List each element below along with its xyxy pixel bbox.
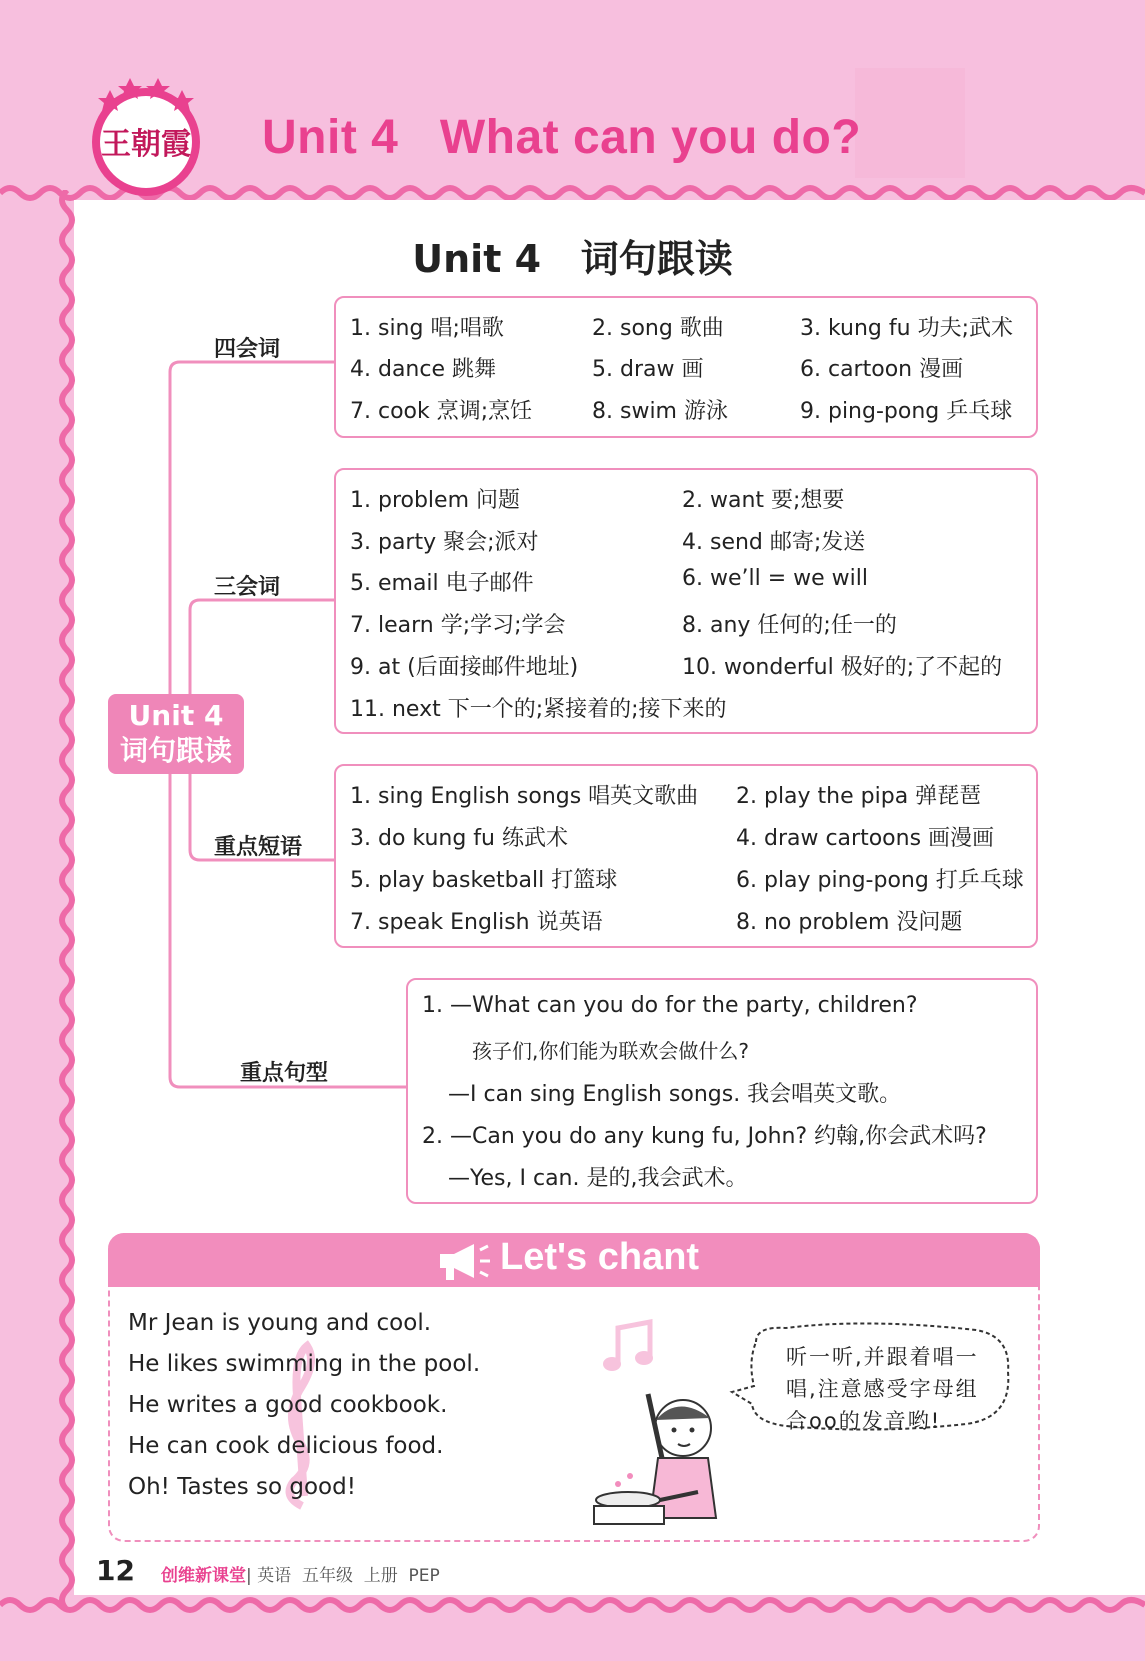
list-item: 4. dance 跳舞 [350,357,496,382]
center-node [108,694,244,774]
branch-label-sentences: 重点句型 [240,1061,329,1086]
list-item: 5. email 电子邮件 [350,571,534,596]
chant-line: Mr Jean is young and cool. [128,1310,432,1336]
center-node-line1: Unit 4 [128,699,224,732]
list-item: 4. send 邮寄;发送 [682,530,866,555]
chant-line: He writes a good cookbook. [128,1392,448,1418]
list-item: 5. draw 画 [592,357,704,382]
list-item: 6. cartoon 漫画 [800,357,964,382]
list-item: 8. any 任何的;任一的 [682,613,897,638]
sentence-line: 1. —What can you do for the party, children? [422,993,918,1018]
page-title: Unit 4 What can you do? [262,111,862,164]
list-item: 10. wonderful 极好的;了不起的 [682,655,1003,680]
sentence-line: —I can sing English songs. 我会唱英文歌。 [448,1082,902,1107]
section-title: Unit 4 词句跟读 [412,237,733,281]
list-item: 7. learn 学;学习;学会 [350,613,566,638]
list-item: 1. sing English songs 唱英文歌曲 [350,784,699,809]
list-item: 2. song 歌曲 [592,316,724,341]
chant-line: Oh! Tastes so good! [128,1474,356,1500]
megaphone-icon [436,1240,492,1282]
list-item: 3. kung fu 功夫;武术 [800,316,1013,341]
chant-title: Let's chant [500,1236,700,1278]
sentence-line: 2. —Can you do any kung fu, John? 约翰,你会武术吗? [422,1124,987,1149]
branch-label-three-skills: 三会词 [214,575,281,600]
list-item: 6. we’ll = we will [682,566,869,591]
list-item: 7. cook 烹调;烹饪 [350,399,533,424]
sentence-line: 孩子们,你们能为联欢会做什么? [472,1039,749,1063]
chant-line: He likes swimming in the pool. [128,1351,481,1377]
list-item: 1. problem 问题 [350,488,521,513]
list-item: 8. swim 游泳 [592,399,728,424]
list-item: 8. no problem 没问题 [736,910,963,935]
list-item: 1. sing 唱;唱歌 [350,316,504,341]
list-item: 2. play the pipa 弹琵琶 [736,784,982,809]
logo-text: 王朝霞 [101,127,191,162]
footer-details: | 英语 五年级 上册 PEP [246,1566,440,1586]
bubble-text-line: 听一听,并跟着唱一 [786,1345,979,1369]
footer-brand: 创维新课堂 [161,1566,246,1586]
center-node-line2: 词句跟读 [119,734,232,767]
list-item: 2. want 要;想要 [682,488,845,513]
list-item: 3. party 聚会;派对 [350,530,539,555]
list-item: 3. do kung fu 练武术 [350,826,568,851]
cooking-boy-illustration [588,1388,748,1528]
chant-line: He can cook delicious food. [128,1433,444,1459]
branch-label-four-skills: 四会词 [214,337,281,362]
page-number: 12 [96,1554,135,1587]
bubble-text-line: 唱,注意感受字母组 [786,1377,979,1401]
list-item: 9. ping-pong 乒乓球 [800,399,1013,424]
list-item: 4. draw cartoons 画漫画 [736,826,995,851]
list-item: 6. play ping-pong 打乒乓球 [736,868,1024,893]
footer-info [161,1561,440,1586]
list-item: 5. play basketball 打篮球 [350,868,618,893]
list-item: 7. speak English 说英语 [350,910,603,935]
sentence-line: —Yes, I can. 是的,我会武术。 [448,1166,748,1191]
list-item: 11. next 下一个的;紧接着的;接下来的 [350,697,727,722]
branch-label-phrases: 重点短语 [214,835,303,860]
music-note-icon [600,1316,660,1376]
list-item: 9. at (后面接邮件地址) [350,655,579,680]
bubble-text-line: 合oo的发音哟! [786,1409,942,1433]
